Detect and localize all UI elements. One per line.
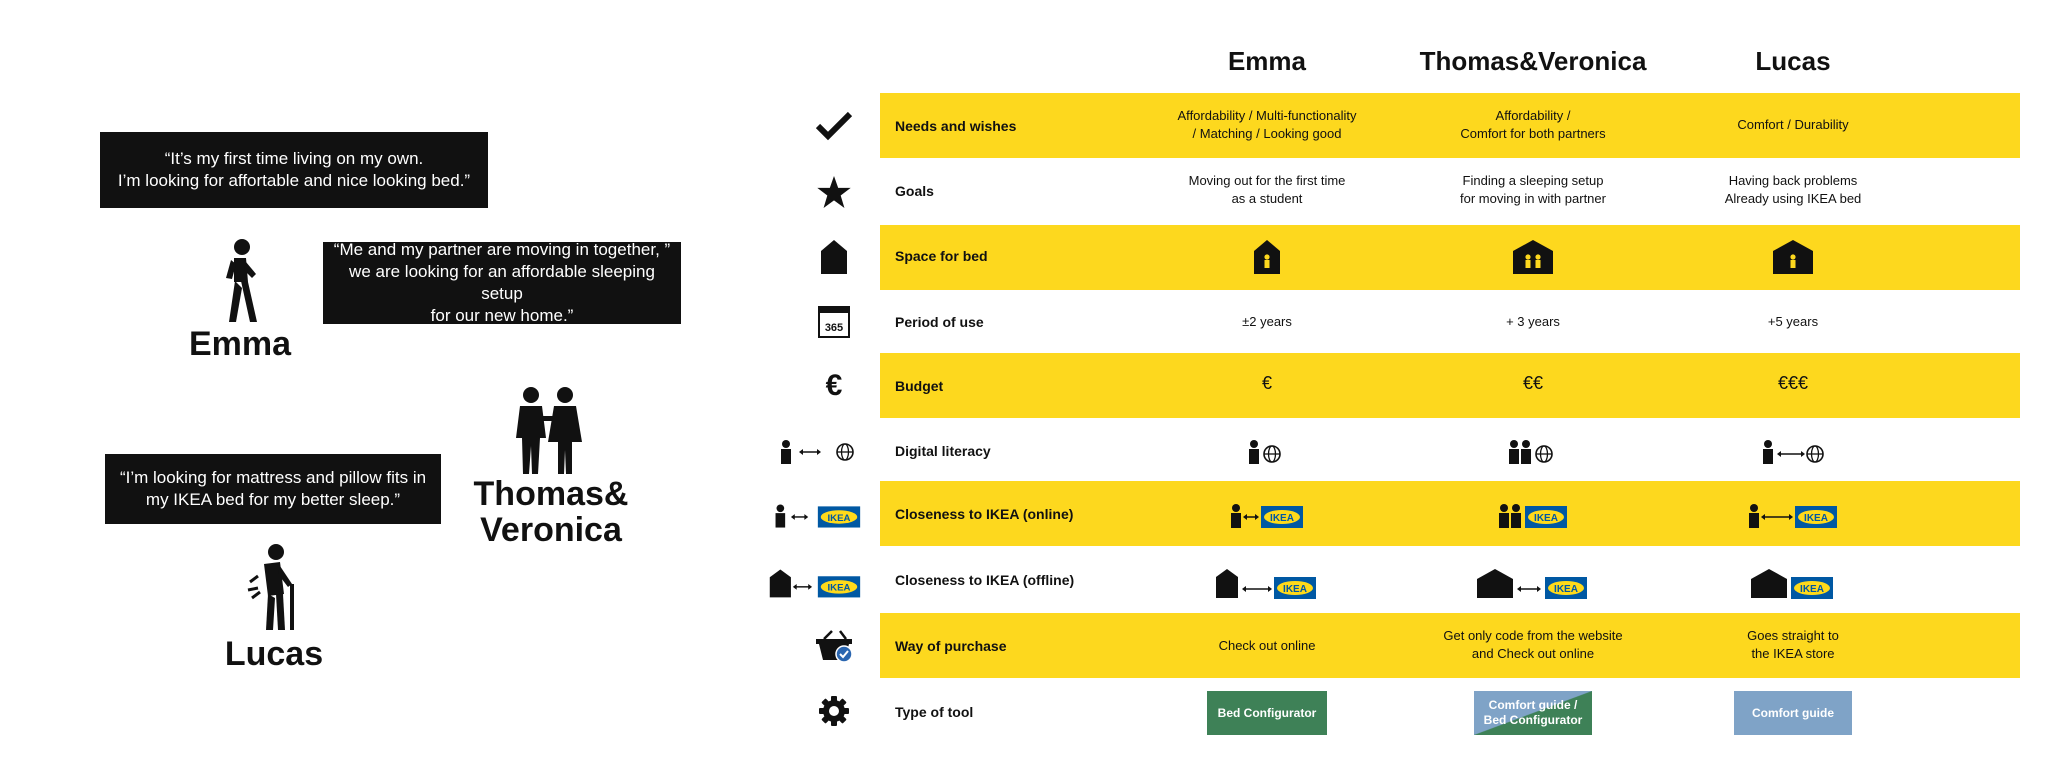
digital-person-arrow-globe-icon [1663,432,1923,472]
row-label-purchase: Way of purchase [895,638,1007,654]
row-label-tool: Type of tool [895,704,974,720]
lucas-name: Lucas [224,635,324,673]
house-icon [784,237,884,277]
emma-quote-line2: I’m looking for affortable and nice looking bed.” [117,171,471,190]
ikea-logo-text: IKEA [827,582,851,594]
tv-quote-line1: “Me and my partner are moving in together, ” [333,240,671,259]
cell-period-emma: ±2 years [1242,314,1292,329]
couple-figure-icon [510,386,586,474]
emma-name: Emma [188,325,292,363]
row-label-space: Space for bed [895,248,988,264]
cell-text: Get only code from the website [1443,628,1623,643]
person-arrow-ikea-icon [764,496,864,536]
calendar-365-icon [784,302,884,342]
calendar-text: 365 [824,322,844,334]
cell-text: Affordability / [1495,108,1571,123]
column-header-thomas-veronica: Thomas&Veronica [1419,46,1647,76]
star-icon [784,172,884,212]
row-label-offline: Closeness to IKEA (offline) [895,572,1075,588]
offline-house-long-arrow-ikea-icon [1137,563,1397,603]
tool-label: Comfort guide [1752,705,1834,720]
space-large-house-icon [1663,237,1923,277]
cell-text: Having back problems [1728,173,1858,188]
cell-needs-tv [1403,107,1663,143]
cell-text: and Check out online [1471,646,1595,661]
row-label-period: Period of use [895,314,984,330]
comfort-guide-tool [1734,691,1852,735]
euro-icon [784,366,884,406]
tv-quote-line3: for our new home.” [430,306,574,325]
cell-text: Comfort for both partners [1460,126,1606,141]
lucas-quote-line2: my IKEA bed for my better sleep.” [145,490,401,509]
thomas-veronica-quote-bubble [323,242,681,324]
cell-goals-tv [1403,172,1663,208]
tool-label: Bed Configurator [1217,705,1317,720]
thomas-veronica-name [456,476,646,548]
cell-text: Already using IKEA bed [1724,191,1862,206]
cell-text: Affordability / Multi-functionality [1177,108,1357,123]
ikea-logo-text: IKEA [1554,584,1578,595]
tv-quote-line2: we are looking for an affordable sleeping setup [349,262,655,303]
ikea-logo-text: IKEA [1283,584,1307,595]
space-couple-house-icon [1403,237,1663,277]
column-header-lucas: Lucas [1755,46,1831,76]
online-couple-ikea-icon [1403,496,1663,536]
cell-text: Finding a sleeping setup [1462,173,1604,188]
cell-period-tv: + 3 years [1506,314,1560,329]
cell-budget-emma: € [1261,373,1272,393]
row-label-online: Closeness to IKEA (online) [895,506,1074,522]
cell-needs-emma [1137,107,1397,143]
ikea-logo-text: IKEA [827,512,851,524]
row-label-goals: Goals [895,183,934,199]
euro-icon-glyph: € [825,369,843,402]
emma-quote-line1: “It’s my first time living on my own. [164,149,424,168]
cell-text: Goes straight to [1747,628,1839,643]
cell-text: as a student [1231,191,1303,206]
lucas-quote-line1: “I’m looking for mattress and pillow fits in [119,468,427,487]
lucas-quote-bubble [105,454,441,524]
row-label-digital: Digital literacy [895,443,991,459]
tool-label: Bed Configurator [1483,713,1583,727]
bed-configurator-tool [1207,691,1327,735]
cell-purchase-lucas [1663,627,1923,663]
tv-name-line1: Thomas& [473,475,629,513]
offline-wide-house-ikea-icon [1663,563,1923,603]
cell-text: Check out online [1218,638,1316,653]
cell-purchase-emma [1137,637,1397,655]
emma-quote-bubble [100,132,488,208]
cell-budget-lucas: €€€ [1777,373,1809,393]
cell-budget-tv: €€ [1522,373,1544,393]
offline-wide-house-arrow-ikea-icon [1403,563,1663,603]
shopping-basket-check-icon [784,626,884,666]
row-label-budget: Budget [895,378,944,394]
cell-period-lucas: +5 years [1767,314,1819,329]
cell-text: Comfort / Durability [1737,117,1849,132]
lucas-elderly-figure-icon [238,542,308,630]
tv-name-line2: Veronica [480,511,622,549]
space-single-house-icon [1137,237,1397,277]
cell-needs-lucas [1663,116,1923,134]
digital-person-globe-icon [1137,432,1397,472]
column-header-emma: Emma [1227,46,1307,76]
ikea-logo-text: IKEA [1804,513,1828,524]
checkmark-icon [784,106,884,146]
comfort-guide-bed-configurator-tool [1474,691,1592,735]
ikea-logo-text: IKEA [1800,584,1824,595]
person-arrow-globe-icon [764,432,864,472]
cell-text: the IKEA store [1751,646,1835,661]
cell-text: / Matching / Looking good [1192,126,1342,141]
house-arrow-ikea-icon [764,563,864,603]
cell-text: for moving in with partner [1460,191,1606,206]
cell-goals-lucas [1663,172,1923,208]
online-person-long-arrow-ikea-icon [1663,496,1923,536]
cell-purchase-tv [1403,627,1663,663]
ikea-logo-text: IKEA [1270,513,1294,524]
gear-icon [784,691,884,731]
online-person-arrow-ikea-icon [1137,496,1397,536]
cell-text: Moving out for the first time [1188,173,1346,188]
tool-label: Comfort guide / [1488,698,1578,712]
cell-goals-emma [1137,172,1397,208]
ikea-logo-text: IKEA [1534,513,1558,524]
row-label-needs: Needs and wishes [895,118,1017,134]
digital-couple-globe-icon [1403,432,1663,472]
emma-walking-figure-icon [212,238,264,324]
